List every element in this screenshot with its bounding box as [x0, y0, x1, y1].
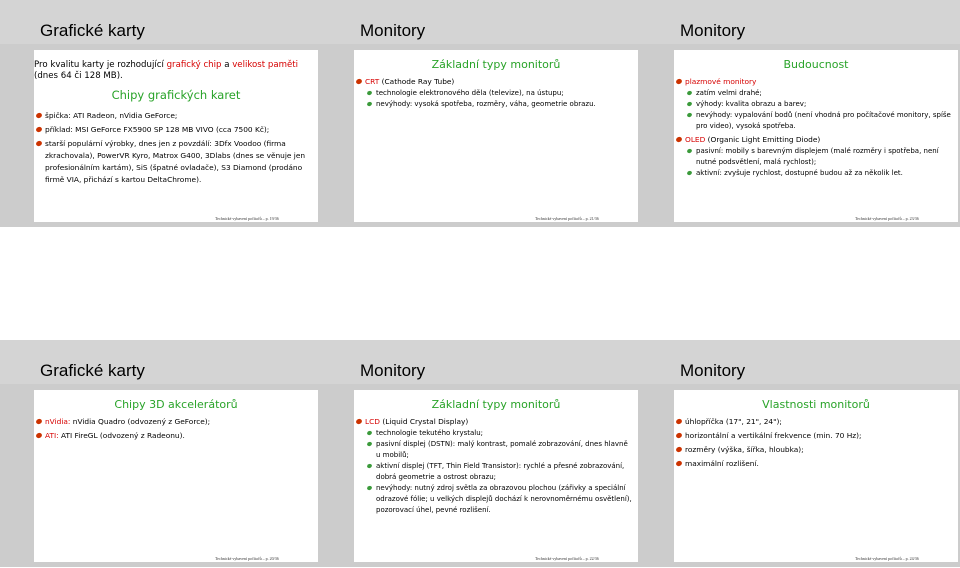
list-item: špička: ATI Radeon, nVidia GeForce;	[34, 110, 312, 122]
sub-bullet-icon	[686, 101, 692, 107]
slide-footer: Technické vybavení počítačů – p. 21/36	[535, 216, 599, 221]
list-item: ATI: ATI FireGL (odvozený z Radeonu).	[34, 430, 312, 442]
sub-list-item: pasivní: mobily s barevným displejem (malé rozměry i spotřeba, není nutné podsvětlení, malá rychlost);	[685, 146, 952, 168]
list-item: plazmové monitory zatím velmi drahé; výhody: kvalita obrazu a barev; nevýhody: vypalování bodů (není vhodná pro počítačové monitory, spíše pro video), vysoká spotřeba.	[674, 76, 952, 132]
list-item: nVidia: nVidia Quadro (odvozený z GeForce);	[34, 416, 312, 428]
list-item: maximální rozlišení.	[674, 458, 952, 470]
sub-list	[685, 88, 952, 132]
slide-subtitle: Základní typy monitorů	[431, 58, 561, 71]
bullet-list	[34, 416, 318, 442]
sub-bullet-icon	[686, 90, 692, 96]
sub-list	[365, 428, 632, 516]
bullet-icon	[355, 78, 363, 85]
bullet-icon	[35, 112, 43, 119]
slide-footer: Technické vybavení počítačů – p. 24/36	[855, 556, 919, 561]
list-item: rozměry (výška, šířka, hloubka);	[674, 444, 952, 456]
bullet-list	[354, 76, 638, 110]
slide-title: Monitory	[640, 0, 960, 44]
bullet-icon	[355, 418, 363, 425]
slide-content	[354, 50, 638, 222]
sub-list-item: výhody: kvalita obrazu a barev;	[685, 99, 952, 110]
sub-bullet-icon	[366, 463, 372, 469]
sub-bullet-icon	[366, 90, 372, 96]
list-item: OLED (Organic Light Emitting Diode) pasivní: mobily s barevným displejem (malé rozměry i spotřeba, není nutné podsvětlení, malá rychlost); aktivní: zvyšuje rychlost, dostupné budou až za několik let.	[674, 134, 952, 179]
slide-content	[674, 50, 958, 222]
bullet-icon	[675, 432, 683, 439]
sub-bullet-icon	[686, 170, 692, 176]
slide-subtitle: Vlastnosti monitorů	[762, 398, 870, 411]
list-item: horizontální a vertikální frekvence (min. 70 Hz);	[674, 430, 952, 442]
slide-footer: Technické vybavení počítačů – p. 22/36	[535, 556, 599, 561]
list-item: starší populární výrobky, dnes jen z povzdálí: 3Dfx Voodoo (firma zkrachovala), PowerVR Kyro, Matrox G400, 3Dlabs (dnes se věnuje jen profesionálním kartám), SiS (špatné ovladače), S3 Diamond (prodáno firmě VIA, přichází s kartou DeltaChrome).	[34, 138, 312, 186]
sub-list	[365, 88, 632, 110]
slide-title: Monitory	[320, 0, 640, 44]
slide-monitory-lcd	[320, 340, 640, 567]
slide-content	[354, 390, 638, 562]
list-item: CRT (Cathode Ray Tube) technologie elektronového děla (televize), na ústupu; nevýhody: vysoká spotřeba, rozměry, váha, geometrie obrazu.	[354, 76, 632, 110]
sub-list-item: technologie elektronového děla (televize), na ústupu;	[365, 88, 632, 99]
slide-graficke-karty-1	[0, 0, 320, 227]
bullet-icon	[35, 418, 43, 425]
bullet-icon	[675, 78, 683, 85]
slide-footer: Technické vybavení počítačů – p. 19/36	[215, 216, 279, 221]
slide-title: Monitory	[320, 340, 640, 384]
list-item: LCD (Liquid Crystal Display) technologie tekutého krystalu; pasivní displej (DSTN): malý kontrast, pomalé zobrazování, dnes hlavně u mobilů; aktivní displej (TFT, Thin Field Transistor): rychlé a přesné zobrazování, dobrá geometrie a ostrost obrazu; nevýhody: nutný zdroj světla za obrazovou plochou (zářivky a speciální odrazové fólie; u velkých displejů dochází k nerovnoměrnému osvětlení), pozorovací úhel, pevné rozlišení.	[354, 416, 632, 516]
sub-bullet-icon	[366, 485, 372, 491]
sub-bullet-icon	[366, 441, 372, 447]
bullet-icon	[35, 432, 43, 439]
bullet-icon	[35, 126, 43, 133]
sub-list-item: pasivní displej (DSTN): malý kontrast, pomalé zobrazování, dnes hlavně u mobilů;	[365, 439, 632, 461]
bullet-icon	[675, 136, 683, 143]
sub-list-item: aktivní: zvyšuje rychlost, dostupné budou až za několik let.	[685, 168, 952, 179]
slide-title: Grafické karty	[0, 340, 320, 384]
intro-text: Pro kvalitu karty je rozhodující grafický chip a velikost paměti (dnes 64 či 128 MB).	[34, 60, 299, 81]
slide-subtitle: Základní typy monitorů	[431, 398, 561, 411]
slide-subtitle: Budoucnost	[783, 58, 849, 71]
bullet-list	[354, 416, 638, 516]
sub-bullet-icon	[366, 101, 372, 107]
bullet-icon	[675, 446, 683, 453]
list-item: příklad: MSI GeForce FX5900 SP 128 MB VIVO (cca 7500 Kč);	[34, 124, 312, 136]
slide-footer: Technické vybavení počítačů – p. 20/36	[215, 556, 279, 561]
sub-list-item: zatím velmi drahé;	[685, 88, 952, 99]
sub-list-item: nevýhody: vysoká spotřeba, rozměry, váha, geometrie obrazu.	[365, 99, 632, 110]
sub-bullet-icon	[686, 148, 692, 154]
slide-subtitle: Chipy 3D akcelerátorů	[114, 398, 238, 411]
sub-list-item: nevýhody: vypalování bodů (není vhodná pro počítačové monitory, spíše pro video), vysoká spotřeba.	[685, 110, 952, 132]
bullet-icon	[675, 418, 683, 425]
slide-monitory-vlastnosti	[640, 340, 960, 567]
slide-content	[34, 50, 318, 222]
slide-title: Grafické karty	[0, 0, 320, 44]
bullet-list	[34, 110, 318, 186]
slide-content	[674, 390, 958, 562]
list-item: úhlopříčka (17", 21", 24");	[674, 416, 952, 428]
sub-bullet-icon	[686, 112, 692, 118]
sub-list-item: technologie tekutého krystalu;	[365, 428, 632, 439]
sub-list-item: aktivní displej (TFT, Thin Field Transistor): rychlé a přesné zobrazování, dobrá geometrie a ostrost obrazu;	[365, 461, 632, 483]
sub-bullet-icon	[366, 430, 372, 436]
bullet-list	[674, 76, 958, 179]
bullet-list	[674, 416, 958, 470]
sub-list-item: nevýhody: nutný zdroj světla za obrazovou plochou (zářivky a speciální odrazové fólie; u velkých displejů dochází k nerovnoměrnému osvětlení), pozorovací úhel, pevné rozlišení.	[365, 483, 632, 516]
slide-monitory-budoucnost	[640, 0, 960, 227]
slide-footer: Technické vybavení počítačů – p. 23/36	[855, 216, 919, 221]
slide-graficke-karty-2	[0, 340, 320, 567]
slide-subtitle: Chipy grafických karet	[111, 88, 241, 102]
bullet-icon	[35, 140, 43, 147]
bullet-icon	[675, 460, 683, 467]
slide-monitory-crt	[320, 0, 640, 227]
slide-content	[34, 390, 318, 562]
sub-list	[685, 146, 952, 179]
slide-title: Monitory	[640, 340, 960, 384]
